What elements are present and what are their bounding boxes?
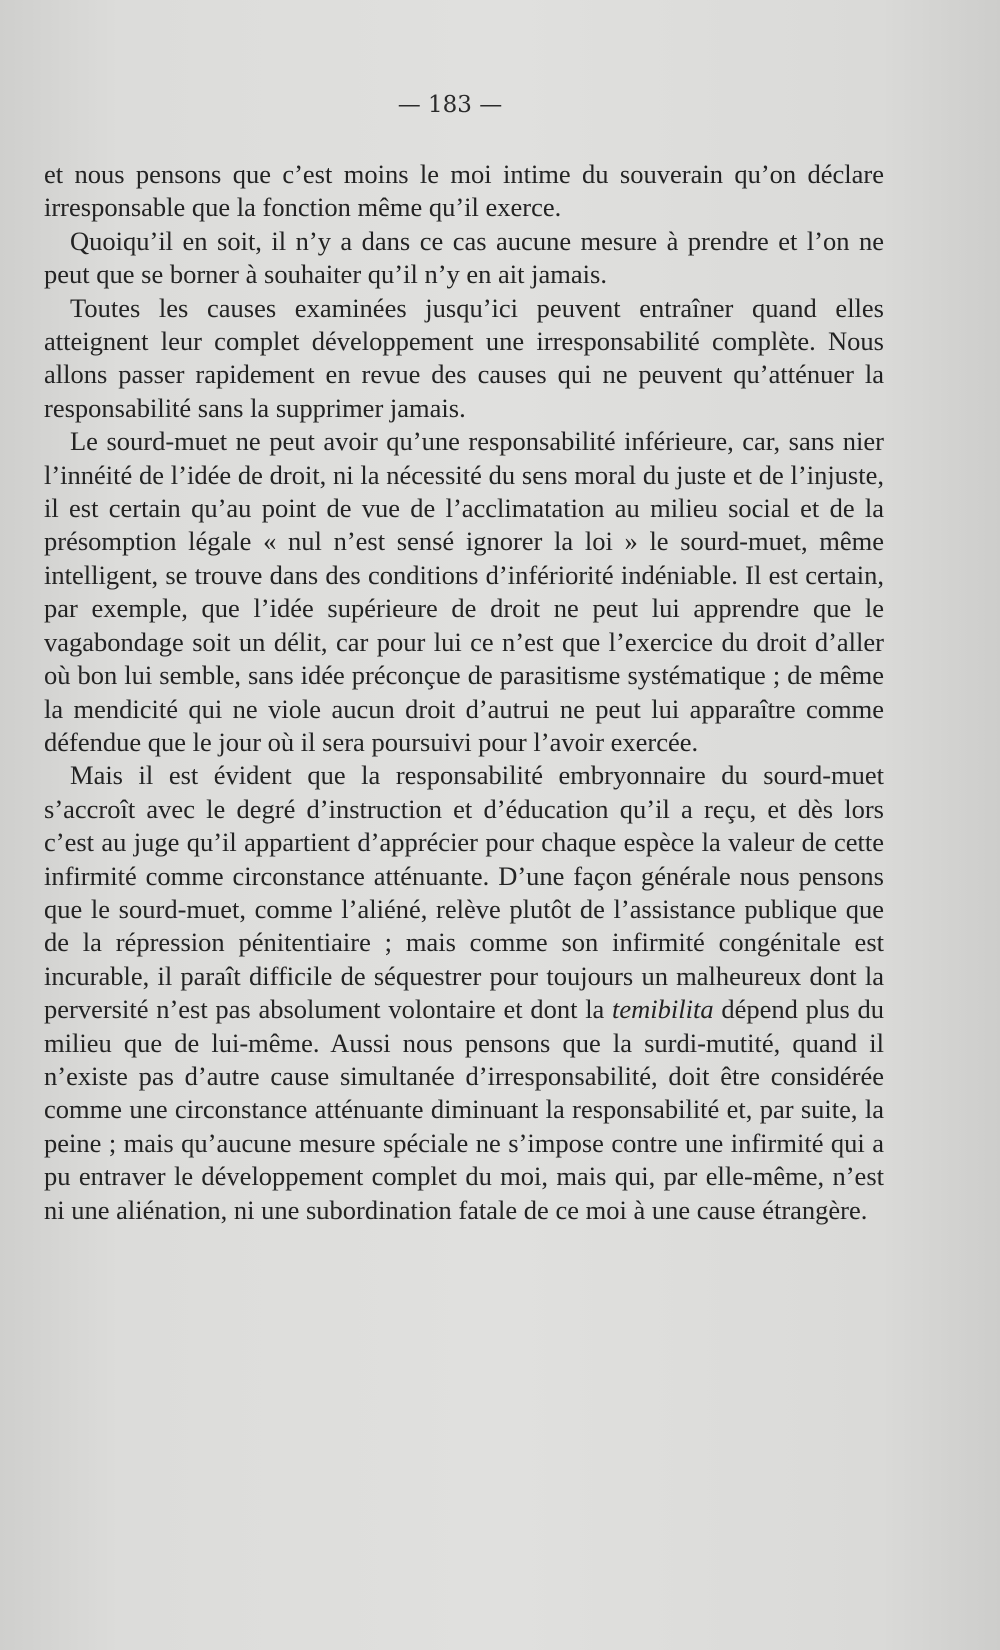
paragraph-1: et nous pensons que c’est moins le moi intime du souverain qu’on déclare irresponsable que la fonction même qu’il exerce. bbox=[44, 159, 884, 223]
paragraph-2: Quoiqu’il en soit, il n’y a dans ce cas aucune mesure à prendre et l’on ne peut que se borner à souhaiter qu’il n’y en ait jamais. bbox=[44, 225, 884, 290]
page-number: — 183 — bbox=[397, 92, 503, 118]
paragraph-3: Toutes les causes examinées jusqu’ici peuvent entraîner quand elles atteignent leur complet développement une irresponsabilité complète. Nous allons passer rapidement en revue des causes qui ne peuvent qu’atténuer la responsabilité sans la supprimer jamais. bbox=[44, 292, 884, 423]
paragraph-5 bbox=[44, 759, 884, 1227]
paragraph-4: Le sourd-muet ne peut avoir qu’une responsabilité inférieure, car, sans nier l’innéité de l’idée de droit, ni la nécessité du sens moral du juste et de l’injuste, il est certain qu’au point de vue de l’acclimatation au milieu social et de la présomption légale « nul n’est sensé ignorer la loi » le sourd-muet, même intelligent, se trouve dans des conditions d’infériorité indéniable. Il est certain, par exemple, que l’idée supérieure de droit ne peut lui apprendre que le vagabondage soit un délit, car pour lui ce n’est que l’exercice du droit d’aller où bon lui semble, sans idée préconçue de parasitisme systématique ; de même la mendicité qui ne viole aucun droit d’autrui ne peut lui apparaître comme défendue que le jour où il sera poursuivi pour l’avoir exercée. bbox=[44, 426, 884, 757]
paragraph-5-end: dépend plus du milieu que de lui-même. Aussi nous pensons que la surdi-mutité, quand il n’existe pas d’autre cause simultanée d’irresponsabilité, doit être considérée comme une circonstance atténuante diminuant la responsabilité et, par suite, la peine ; mais qu’aucune mesure spéciale ne s’impose contre une infirmité qui a pu entraver le développement complet du moi, mais qui, par elle-même, n’est ni une aliénation, ni une subordination fatale de ce moi à une cause étrangère. bbox=[44, 994, 884, 1225]
italic-term: temibilita bbox=[612, 994, 714, 1025]
body-text bbox=[44, 158, 884, 1227]
paragraph-5-start: Mais il est évident que la responsabilité embryonnaire du sourd-muet s’accroît avec le degré d’instruction et d’éducation qu’il a reçu, et dès lors c’est au juge qu’il appartient d’apprécier pour chaque espèce la valeur de cette infirmité comme circonstance atténuante. D’une façon générale nous pensons que le sourd-muet, comme l’aliéné, relève plutôt de l’assistance publique que de la répression pénitentiaire ; mais comme son infirmité congénitale est incurable, il paraît difficile de séquestrer pour toujours un malheureux dont la perversité n’est pas absolument volontaire et dont la bbox=[44, 760, 884, 1025]
